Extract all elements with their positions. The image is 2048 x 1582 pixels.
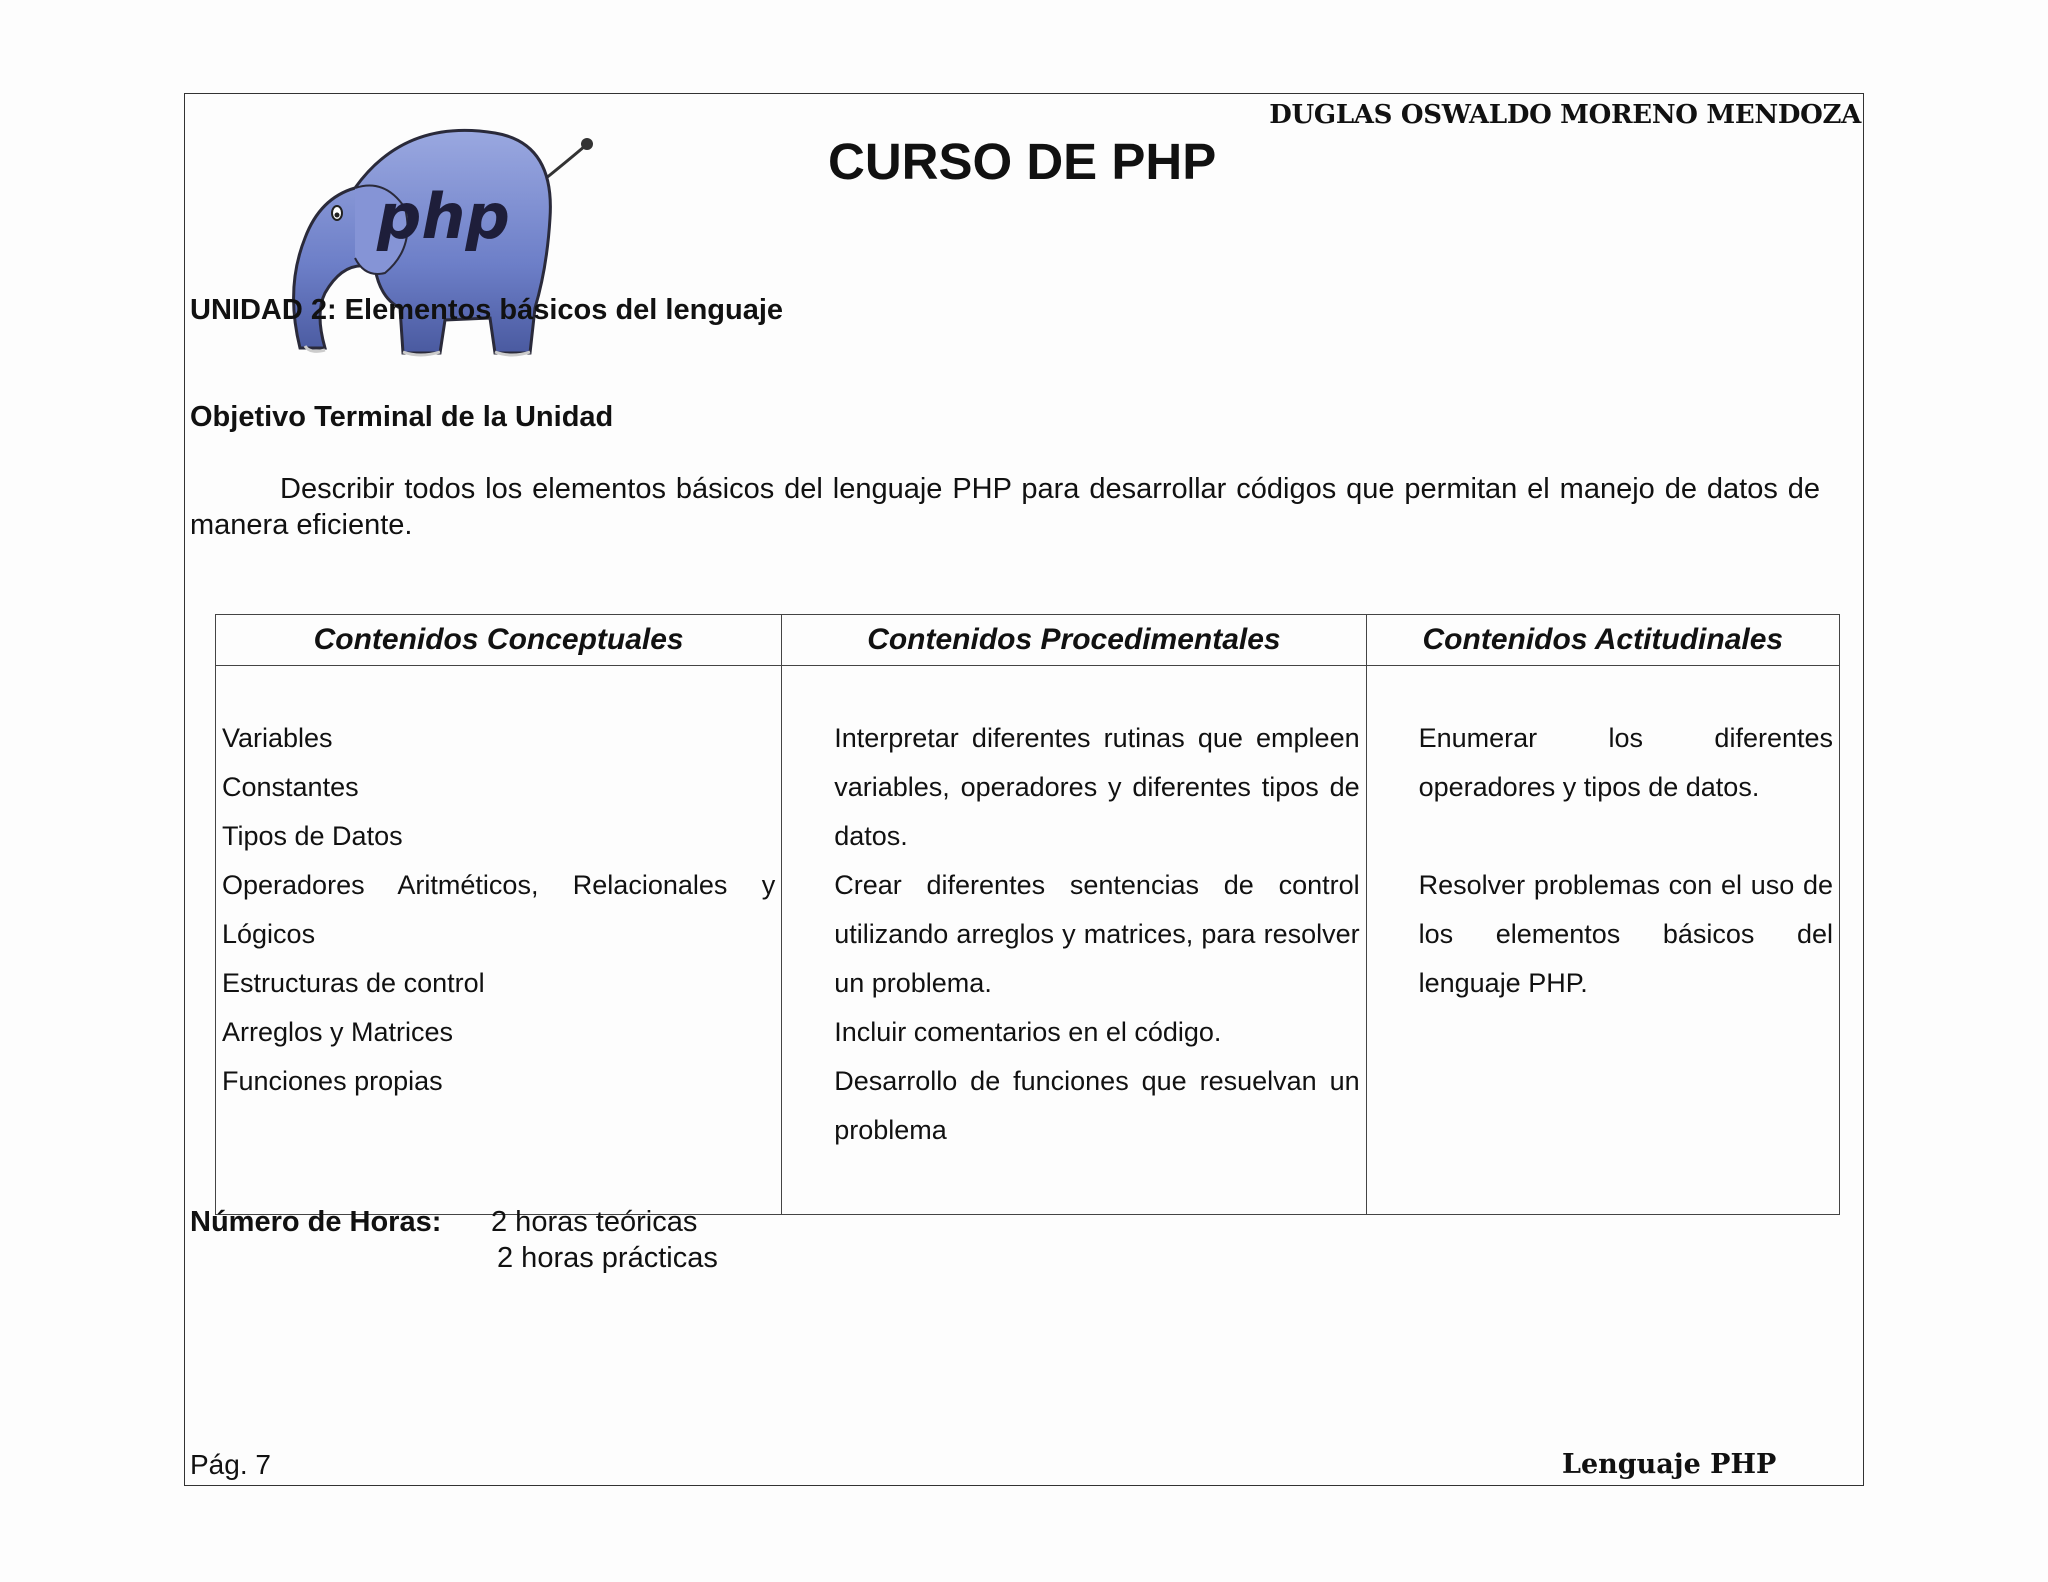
header-conceptual: Contenidos Conceptuales — [216, 615, 782, 666]
hours-label: Número de Horas: — [190, 1206, 442, 1238]
unit-title: UNIDAD 2: Elementos básicos del lenguaje — [190, 294, 784, 326]
header-attitudinal: Contenidos Actitudinales — [1366, 615, 1839, 666]
footer-title: Lenguaje PHP — [1562, 1449, 1777, 1480]
conceptual-item: Funciones propias — [222, 1066, 443, 1096]
objective-text: Describir todos los elementos básicos del lenguaje PHP para desarrollar códigos que permitan el manejo de datos de manera eficiente. — [190, 473, 1820, 541]
page-number: Pág. 7 — [190, 1449, 271, 1480]
conceptual-item: Arreglos y Matrices — [222, 1017, 454, 1047]
conceptual-item: Constantes — [222, 772, 359, 802]
course-title: CURSO DE PHP — [828, 133, 1217, 190]
header-procedural: Contenidos Procedimentales — [782, 615, 1366, 666]
hours-practice: 2 horas prácticas — [497, 1242, 718, 1274]
page-frame — [184, 93, 1864, 1486]
conceptual-cell — [216, 666, 782, 1215]
procedural-item: Desarrollo de funciones que resuelvan un problema — [834, 1066, 1360, 1145]
procedural-item: Interpretar diferentes rutinas que empleen variables, operadores y diferentes tipos de datos. — [834, 723, 1360, 851]
logo-text: php — [377, 180, 510, 253]
contents-table — [215, 614, 1840, 1215]
conceptual-item: Operadores Aritméticos, Relacionales y Lógicos — [222, 870, 776, 949]
procedural-item: Crear diferentes sentencias de control utilizando arreglos y matrices, para resolver un problema. — [834, 870, 1360, 998]
attitudinal-item: Resolver problemas con el uso de los elementos básicos del lenguaje PHP. — [1418, 870, 1833, 998]
procedural-cell — [782, 666, 1366, 1215]
procedural-item: Incluir comentarios en el código. — [834, 1017, 1222, 1047]
attitudinal-item: Enumerar los diferentes operadores y tipos de datos. — [1418, 723, 1833, 802]
attitudinal-cell — [1366, 666, 1839, 1215]
hours-theory: 2 horas teóricas — [491, 1206, 698, 1238]
conceptual-item: Estructuras de control — [222, 968, 485, 998]
objective-heading: Objetivo Terminal de la Unidad — [190, 401, 614, 433]
conceptual-item: Variables — [222, 723, 333, 753]
author-name: DUGLAS OSWALDO MORENO MENDOZA — [1269, 100, 1861, 130]
conceptual-item: Tipos de Datos — [222, 821, 403, 851]
